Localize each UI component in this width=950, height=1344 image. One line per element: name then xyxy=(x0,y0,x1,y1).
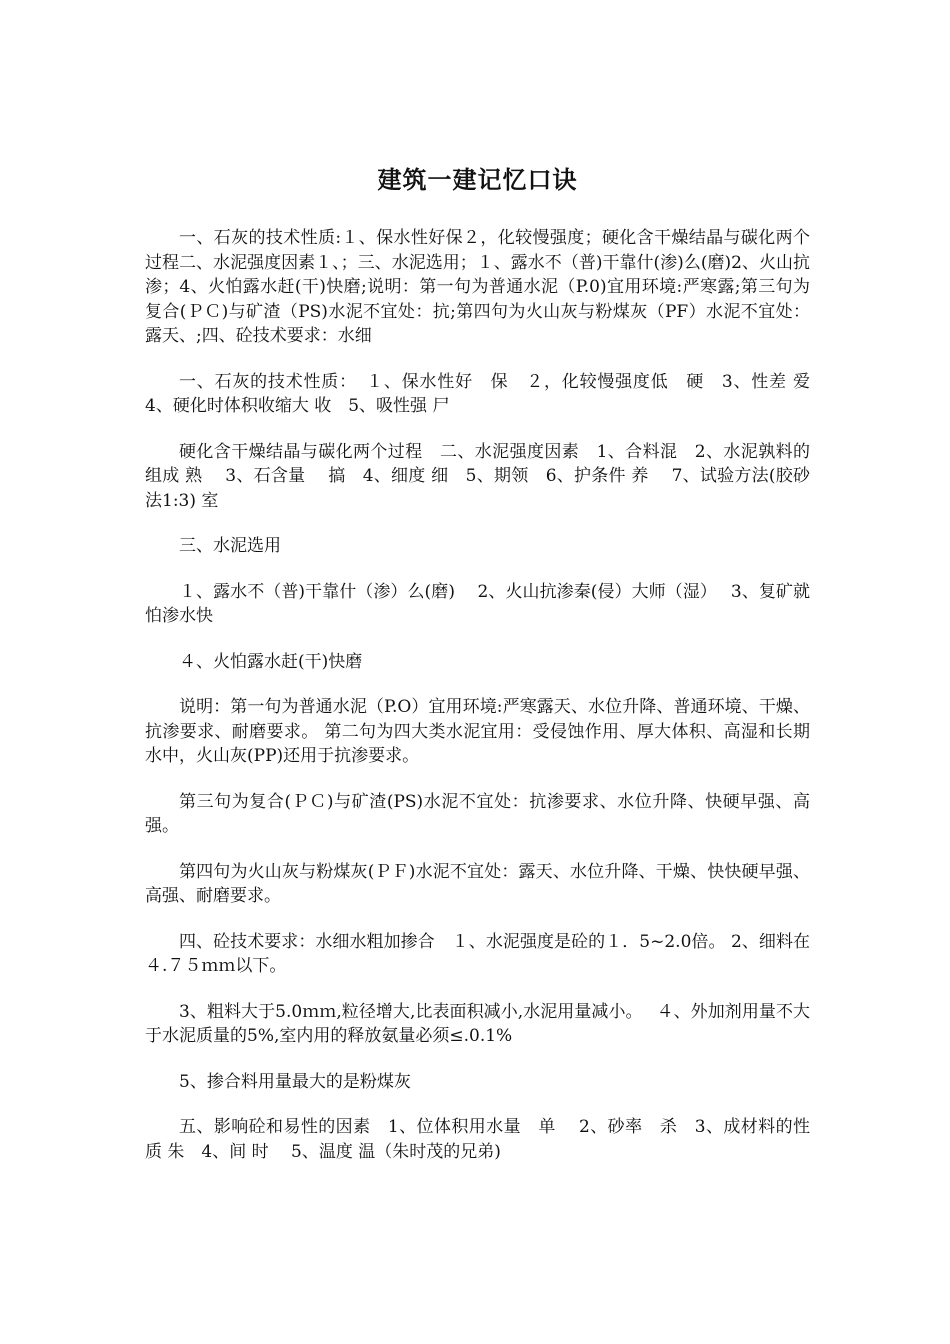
paragraph-7: 说明：第一句为普通水泥（P.O）宜用环境:严寒露天、水位升降、普通环境、干燥、抗渗要求、耐磨要求。 第二句为四大类水泥宜用：受侵蚀作用、厚大体积、高湿和长期水中，火山灰(PP)还用于抗渗要求。 xyxy=(145,697,810,766)
page-title: 建筑一建记忆口诀 xyxy=(377,166,578,194)
paragraph-5: １、露水不（普)干靠什（渗）么(磨) 2、火山抗渗秦(侵）大师（湿） 3、复矿就怕渗水快 xyxy=(145,581,810,626)
paragraph-11: 3、粗料大于5.0ｍｍ,粒径增大,比表面积减小,水泥用量减小。 ４、外加剂用量不大于水泥质量的5%,室内用的释放氨量必须≤.0.1% xyxy=(145,1001,810,1046)
paragraph-3: 硬化含干燥结晶与碳化两个过程 二、水泥强度因素 1、合料混 2、水泥孰料的组成 熟 3、石含量 搞 4、细度 细 5、期领 6、护条件 养 7、试验方法(胶砂法1:3) 室 xyxy=(145,441,810,511)
document-body xyxy=(145,226,827,1185)
paragraph-8: 第三句为复合(ＰＣ)与矿渣(PS)水泥不宜处：抗渗要求、水位升降、快硬早强、高强。 xyxy=(145,791,810,836)
paragraph-2: 一、石灰的技术性质： １、保水性好 保 ２，化较慢强度低 硬 3、性差 爱 4、硬化时体积收缩大 收 5、吸性强 尸 xyxy=(145,371,827,416)
paragraph-13: 五、影响砼和易性的因素 1、位体积用水量 单 2、砂率 杀 3、成材料的性质 朱 4、间 时 5、温度 温（朱时茂的兄弟) xyxy=(145,1117,810,1162)
paragraph-4: 三、水泥选用 xyxy=(179,536,281,556)
paragraph-6: ４、火怕露水赶(干)快磨 xyxy=(179,651,363,672)
document-page xyxy=(145,0,827,1344)
paragraph-1: 一、石灰的技术性质:１、保水性好保２，化较慢强度；硬化含干燥结晶与碳化两个过程二、水泥强度因素１、；三、水泥选用；１、露水不（普)干靠什(渗)么(磨)2、火山抗渗；4、火怕露水赶(干)快磨;说明：第一句为普通水泥（P.0)宜用环境:严寒露;第三句为复合(ＰＣ)与矿渣（PS)水泥不宜处：抗;第四句为火山灰与粉煤灰（PF）水泥不宜处：露天、;四、砼技术要求：水细 xyxy=(145,228,810,346)
paragraph-9: 第四句为火山灰与粉煤灰(ＰＦ)水泥不宜处：露天、水位升降、干燥、快快硬早强、高强、耐磨要求。 xyxy=(145,861,810,906)
paragraph-10: 四、砼技术要求：水细水粗加掺合 １、水泥强度是砼的１．5~2.0倍。 2、细料在４.７５ｍｍ以下。 xyxy=(145,931,810,976)
paragraph-12: 5、掺合料用量最大的是粉煤灰 xyxy=(179,1071,411,1092)
